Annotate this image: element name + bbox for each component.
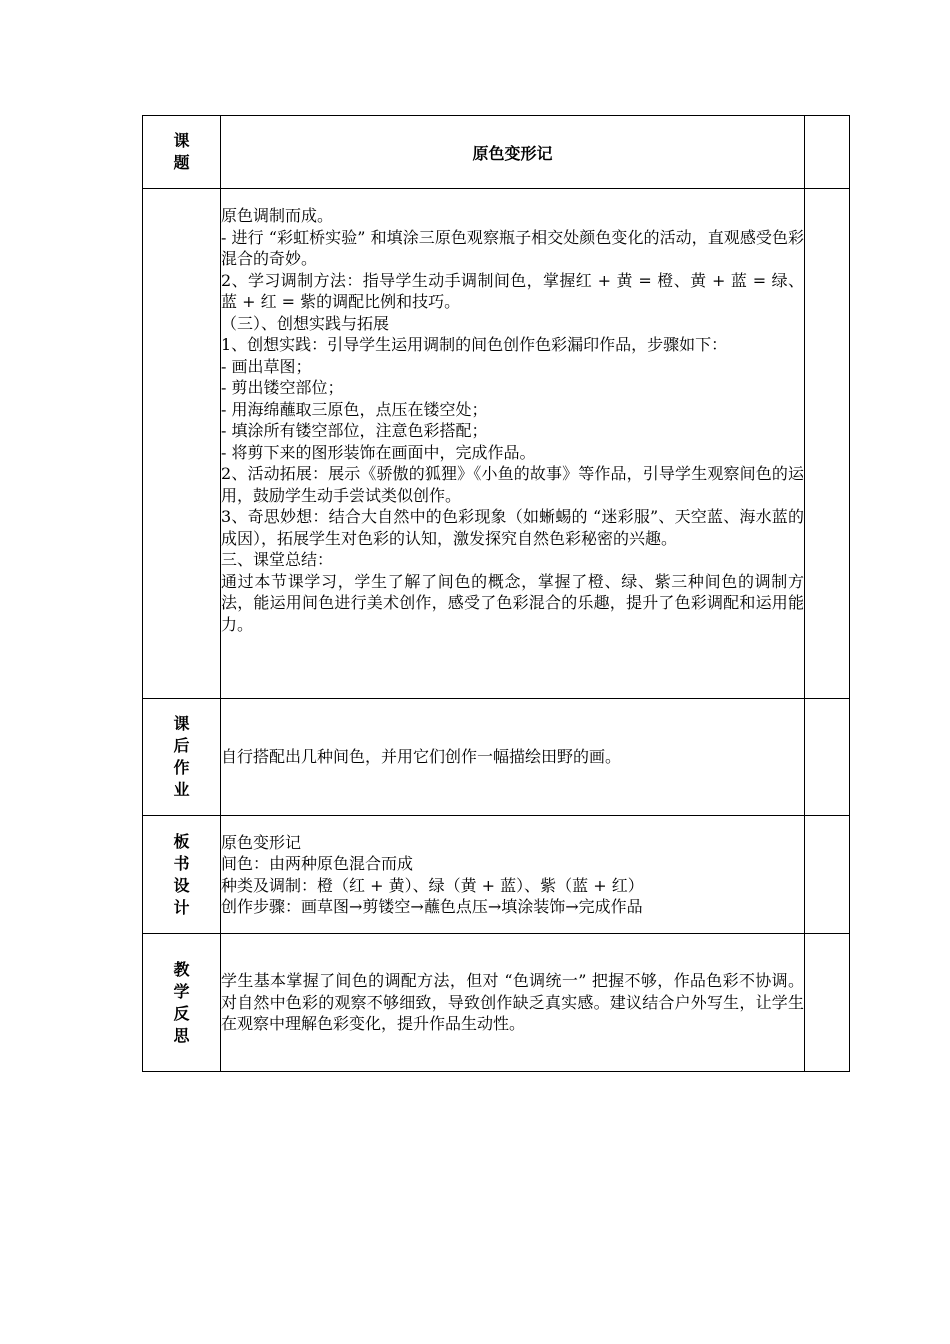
reflection-label-char: 学 (173, 981, 190, 1001)
lesson-title: 原色变形记 (221, 116, 805, 189)
board-line: 原色变形记 (221, 832, 302, 852)
process-line: 3、奇思妙想：结合大自然中的色彩现象（如蜥蜴的 “迷彩服”、天空蓝、海水蓝的成因），拓展学生对色彩的认知，激发探究自然色彩秘密的兴趣。 (221, 507, 804, 548)
process-line: - 填涂所有镂空部位，注意色彩搭配； (221, 421, 488, 440)
process-row (143, 189, 850, 699)
lesson-plan-table (142, 115, 850, 1072)
homework-content (221, 699, 805, 816)
homework-label-char: 课 (173, 714, 190, 733)
reflection-content (221, 934, 805, 1072)
reflection-label (143, 934, 221, 1072)
homework-label-char: 作 (173, 758, 190, 777)
process-line: 原色调制而成。 (221, 206, 334, 225)
process-line: - 剪出镂空部位； (221, 378, 344, 397)
process-label-cell (143, 189, 221, 699)
board-label-char: 设 (173, 875, 190, 895)
process-line: （三）、创想实践与拓展 (221, 313, 390, 333)
process-line: - 进行 “彩虹桥实验” 和填涂三原色观察瓶子相交处颜色变化的活动，直观感受色彩混合的奇妙。 (221, 227, 804, 268)
reflection-label-char: 反 (173, 1003, 190, 1023)
homework-text: 自行搭配出几种间色，并用它们创作一幅描绘田野的画。 (221, 747, 622, 767)
board-label-char: 计 (173, 897, 190, 917)
homework-label-char: 后 (173, 736, 190, 755)
process-line: 三、课堂总结： (221, 550, 334, 569)
empty-cell (805, 116, 850, 189)
empty-cell (805, 189, 850, 699)
topic-label (143, 116, 221, 189)
header-row (143, 116, 850, 189)
process-content (221, 189, 805, 699)
empty-cell (805, 934, 850, 1072)
board-line: 创作步骤：画草图→剪镂空→蘸色点压→填涂装饰→完成作品 (221, 897, 643, 916)
topic-label-char: 题 (173, 153, 190, 172)
process-line: 2、学习调制方法：指导学生动手调制间色，掌握红 + 黄 = 橙、黄 + 蓝 = 绿、蓝 + 红 = 紫的调配比例和技巧。 (221, 270, 804, 311)
homework-label-char: 业 (173, 780, 190, 799)
process-line: 2、活动拓展：展示《骄傲的狐狸》《小鱼的故事》等作品，引导学生观察间色的运用，鼓励学生动手尝试类似创作。 (221, 464, 804, 505)
topic-label-char: 课 (173, 131, 190, 150)
board-label (143, 816, 221, 934)
process-line: 1、创想实践：引导学生运用调制的间色创作色彩漏印作品，步骤如下： (221, 335, 728, 354)
board-line: 间色：由两种原色混合而成 (221, 854, 414, 873)
process-line: - 画出草图； (221, 356, 312, 376)
process-line: - 将剪下来的图形装饰在画面中，完成作品。 (221, 442, 536, 462)
homework-label (143, 699, 221, 816)
process-line: 通过本节课学习，学生了解了间色的概念，掌握了橙、绿、紫三种间色的调制方法，能运用间色进行美术创作，感受了色彩混合的乐趣，提升了色彩调配和运用能力。 (221, 571, 804, 634)
reflection-text: 学生基本掌握了间色的调配方法，但对 “色调统一” 把握不够，作品色彩不协调。对自然中色彩的观察不够细致，导致创作缺乏真实感。建议结合户外写生，让学生在观察中理解色彩变化，提升作品生动性。 (221, 971, 804, 1034)
reflection-label-char: 思 (173, 1025, 190, 1045)
board-row (143, 816, 850, 934)
empty-cell (805, 699, 850, 816)
board-label-char: 板 (173, 831, 190, 851)
homework-row (143, 699, 850, 816)
empty-cell (805, 816, 850, 934)
reflection-row (143, 934, 850, 1072)
board-content (221, 816, 805, 934)
board-label-char: 书 (173, 853, 190, 873)
board-line: 种类及调制：橙（红 + 黄）、绿（黄 + 蓝）、紫（蓝 + 红） (221, 875, 644, 895)
process-line: - 用海绵蘸取三原色，点压在镂空处； (221, 399, 488, 419)
reflection-label-char: 教 (173, 959, 190, 979)
